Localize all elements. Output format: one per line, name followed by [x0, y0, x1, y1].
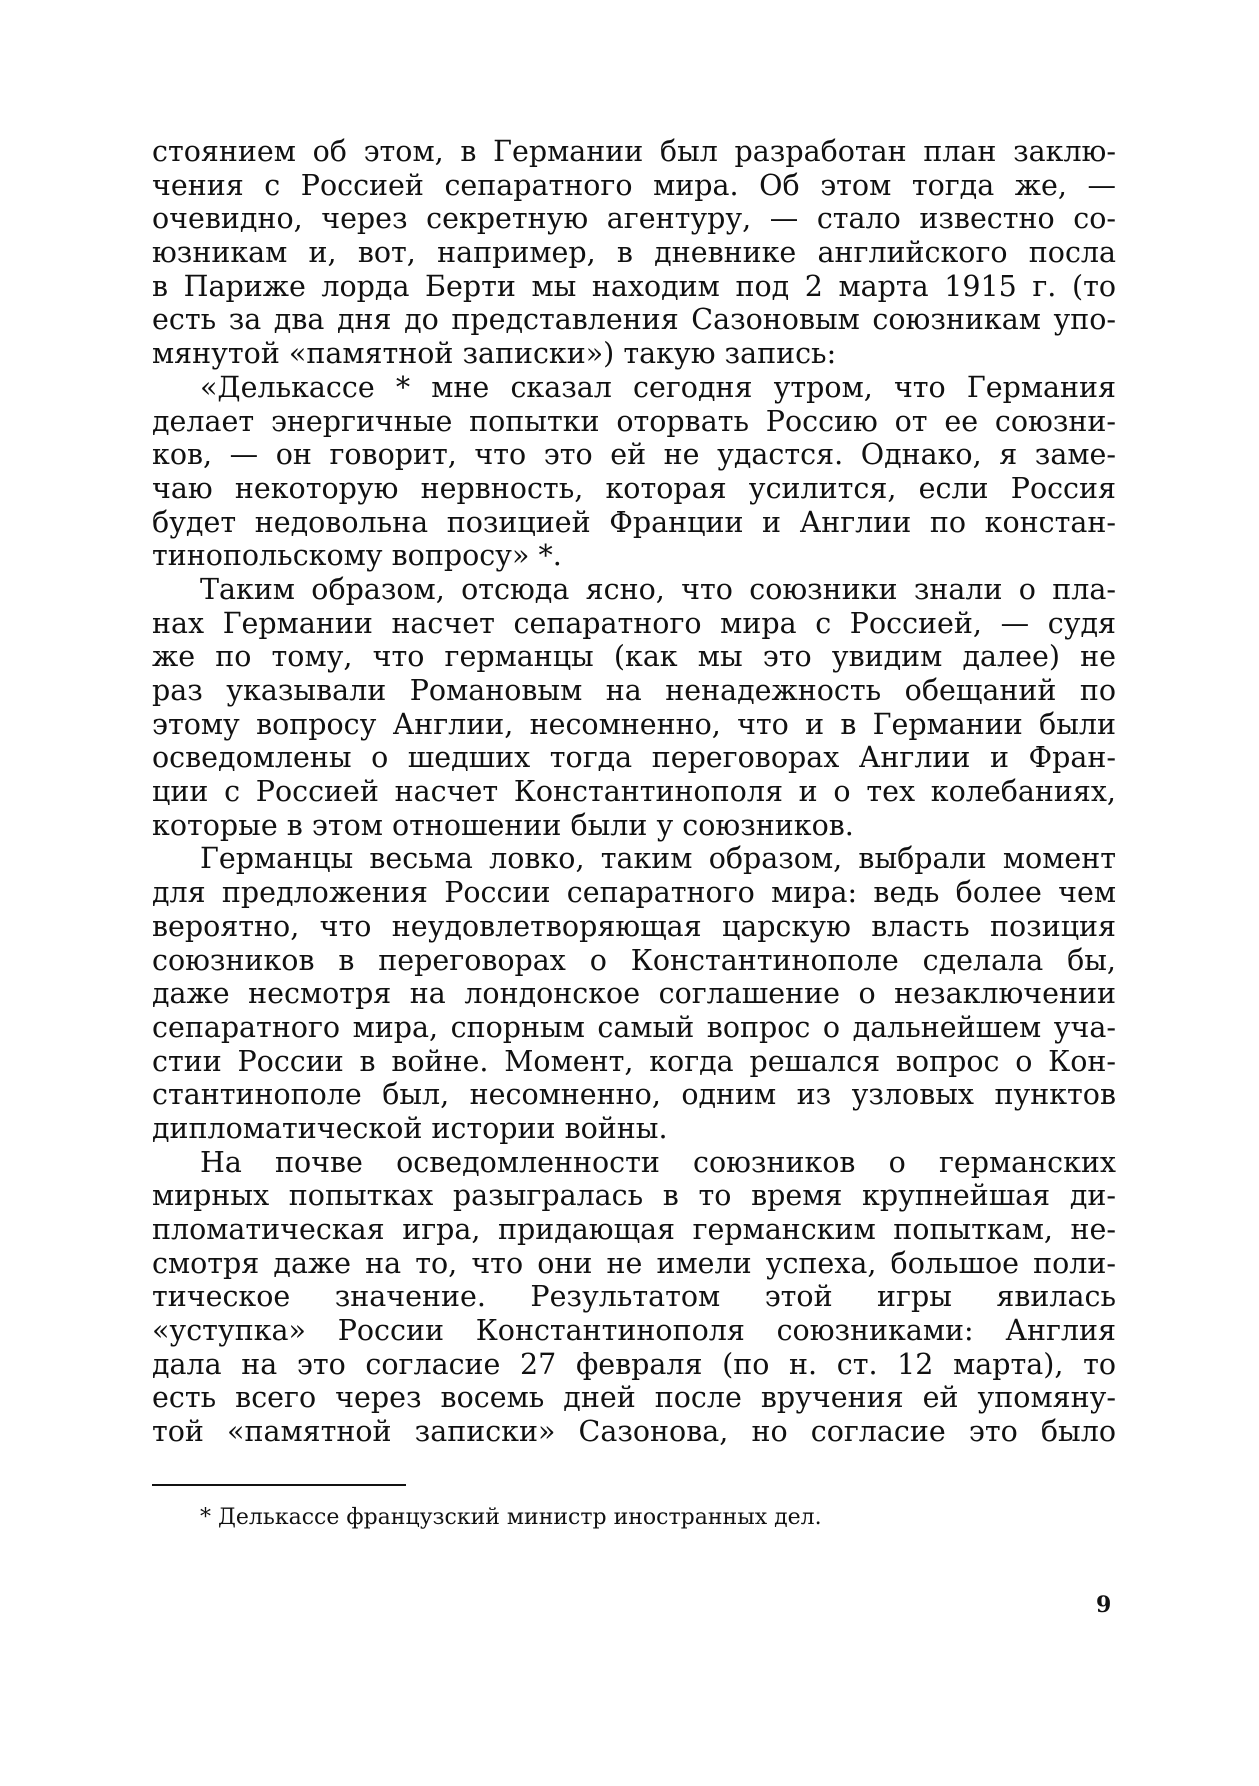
footnote-divider	[152, 1484, 406, 1486]
text-line: очевидно, через секретную агентуру, — стало известно со-	[152, 202, 1116, 236]
text-line: этому вопросу Англии, несомненно, что и в Германии были	[152, 707, 1116, 741]
text-line: осведомлены о шедших тогда переговорах Англии и Фран-	[152, 741, 1116, 775]
text-line: мянутой «памятной записки») такую запись:	[152, 337, 837, 371]
text-line: «Делькассе * мне сказал сегодня утром, что Германия	[200, 370, 1116, 404]
text-line: для предложения России сепаратного мира: ведь более чем	[152, 876, 1116, 910]
body-text	[152, 135, 1116, 1449]
text-line: ков, — он говорит, что это ей не удастся. Однако, я заме-	[152, 438, 1116, 472]
text-line: нах Германии насчет сепаратного мира с Россией, — судя	[152, 606, 1116, 640]
text-line: пломатическая игра, придающая германским попыткам, не-	[152, 1213, 1116, 1246]
text-line: Германцы весьма ловко, таким образом, выбрали момент	[200, 842, 1116, 876]
text-line: есть за два дня до представления Сазоновым союзникам упо-	[152, 303, 1116, 337]
text-line: будет недовольна позицией Франции и Англии по констан-	[152, 505, 1116, 539]
text-line: стоянием об этом, в Германии был разработан план заклю-	[152, 135, 1116, 168]
text-line: есть всего через восемь дней после вручения ей упомяну-	[152, 1381, 1116, 1415]
text-line: ции с Россией насчет Константинополя и о тех колебаниях,	[152, 775, 1116, 809]
text-line: стии России в войне. Момент, когда решался вопрос о Кон-	[152, 1044, 1116, 1078]
text-line: Таким образом, отсюда ясно, что союзники знали о пла-	[200, 572, 1116, 606]
text-line: мирных попытках разыгралась в то время крупнейшая ди-	[152, 1179, 1116, 1213]
text-line: чаю некоторую нервность, которая усилится, если Россия	[152, 471, 1116, 505]
text-line: союзников в переговорах о Константинополе сделала бы,	[152, 943, 1116, 977]
text-line: смотря даже на то, что они не имели успеха, большое поли-	[152, 1246, 1116, 1280]
text-line: которые в этом отношении были у союзников.	[152, 808, 854, 842]
text-line: делает энергичные попытки оторвать Россию от ее союзни-	[152, 404, 1116, 438]
text-line: сепаратного мира, спорным самый вопрос о дальнейшем уча-	[152, 1010, 1116, 1044]
text-line: дала на это согласие 27 февраля (по н. ст. 12 марта), то	[152, 1347, 1116, 1381]
text-line: чения с Россией сепаратного мира. Об этом тогда же, —	[152, 168, 1116, 202]
text-line: На почве осведомленности союзников о германских	[200, 1145, 1116, 1179]
text-line: тическое значение. Результатом этой игры явилась	[152, 1280, 1116, 1314]
text-line: в Париже лорда Берти мы находим под 2 марта 1915 г. (то	[152, 269, 1116, 303]
text-line: же по тому, что германцы (как мы это увидим далее) не	[152, 640, 1116, 674]
text-line: вероятно, что неудовлетворяющая царскую власть позиция	[152, 909, 1116, 943]
text-line: юзникам и, вот, например, в дневнике английского посла	[152, 236, 1116, 270]
text-line: той «памятной записки» Сазонова, но согласие это было	[152, 1415, 1116, 1449]
text-line: дипломатической истории войны.	[152, 1111, 668, 1145]
text-line: стантинополе был, несомненно, одним из узловых пунктов	[152, 1078, 1116, 1112]
text-line: тинопольскому вопросу» *.	[152, 539, 562, 573]
page-number: 9	[1096, 1592, 1112, 1618]
text-line: «уступка» России Константинополя союзниками: Англия	[152, 1314, 1116, 1348]
footnote: * Делькассе французский министр иностранных дел.	[200, 1505, 822, 1530]
text-line: раз указывали Романовым на ненадежность обещаний по	[152, 674, 1116, 707]
text-line: даже несмотря на лондонское соглашение о незаключении	[152, 977, 1116, 1011]
